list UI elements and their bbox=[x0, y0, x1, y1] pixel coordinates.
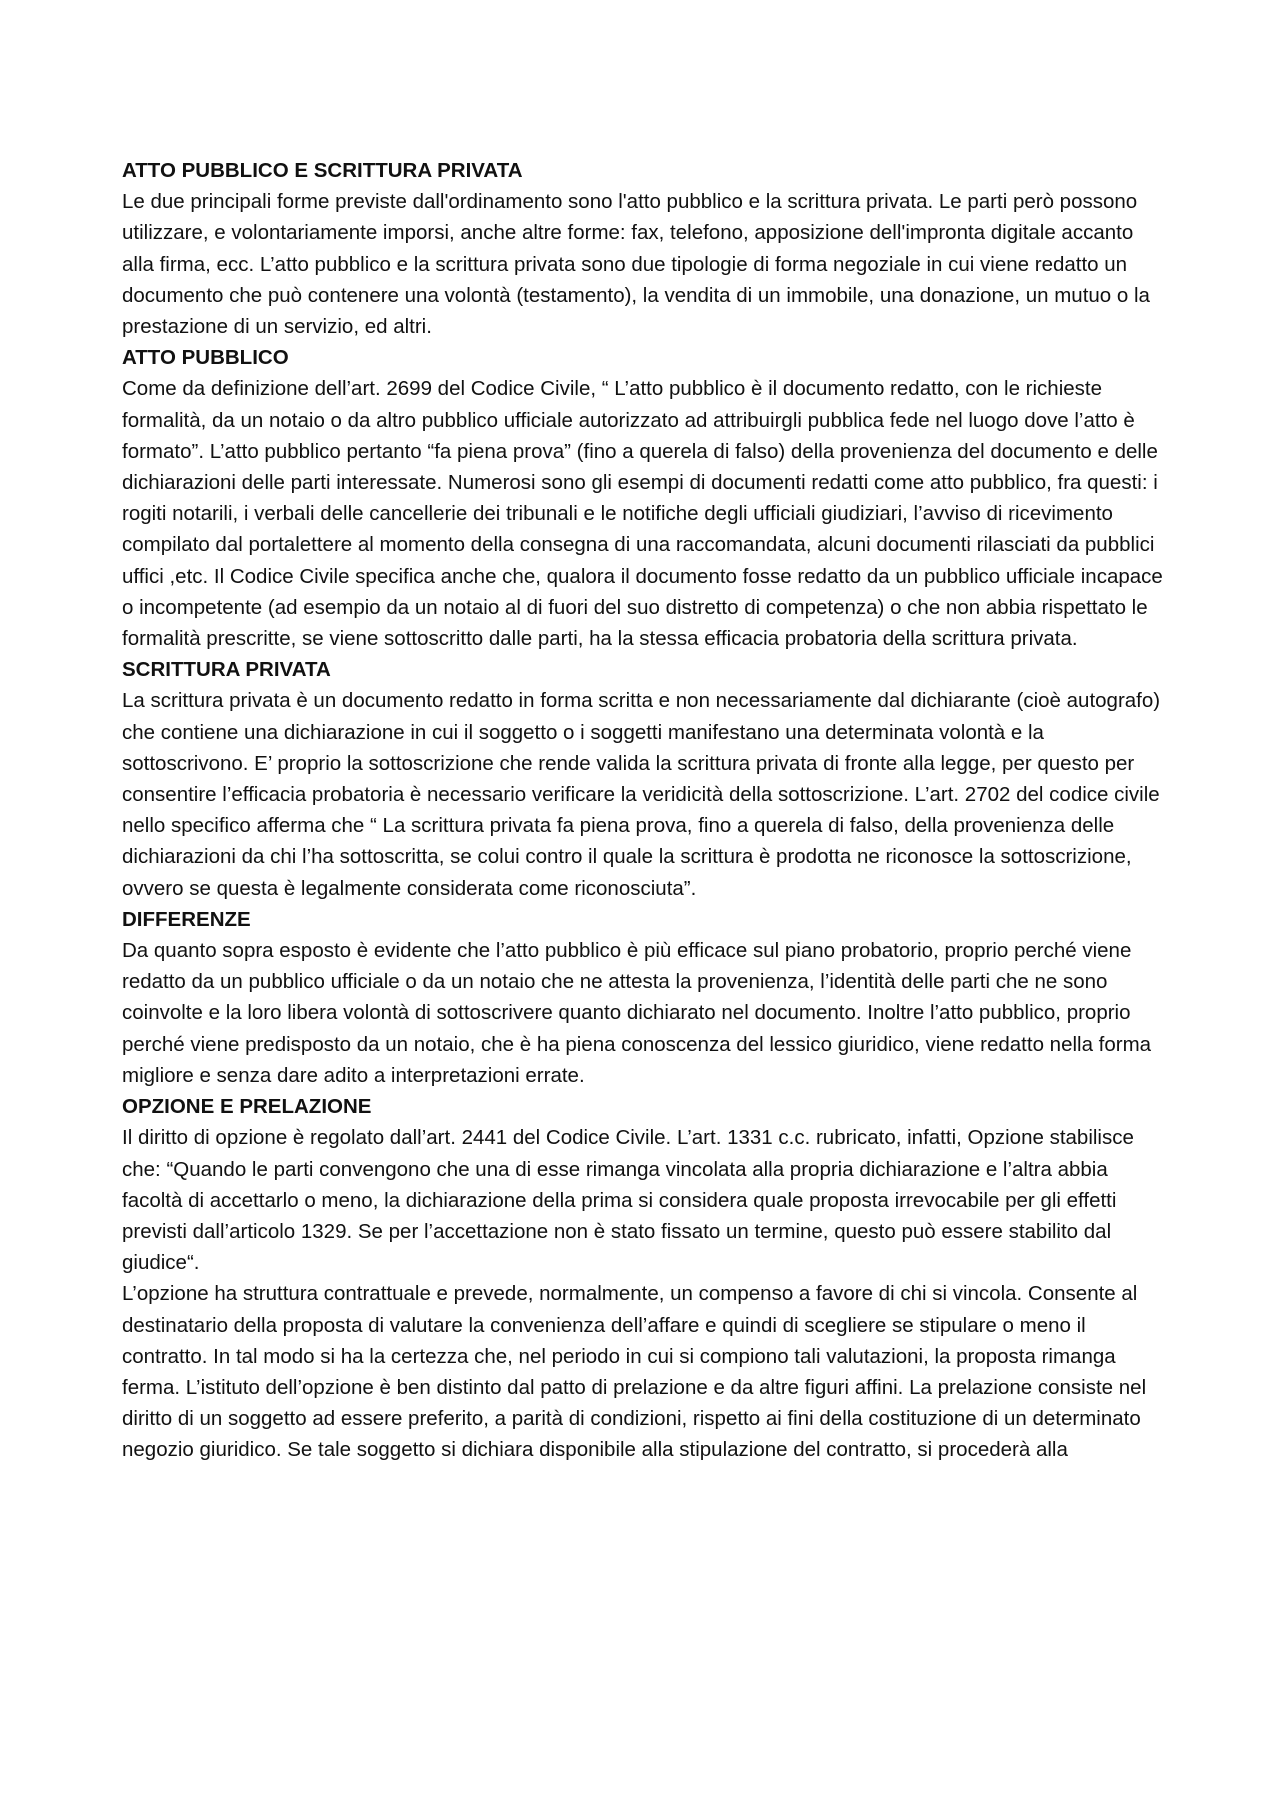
document-title: ATTO PUBBLICO E SCRITTURA PRIVATA bbox=[122, 159, 523, 182]
section-text-opzione-prelazione: Il diritto di opzione è regolato dall’art. 2441 del Codice Civile. L’art. 1331 c.c. rubricato, infatti, Opzione stabilisce che: “Quando le parti convengono che una di esse rimanga vincolata alla propria dichiarazione e l’altra abbia facoltà di accettarlo o meno, la dichiarazione della prima si considera quale proposta irrevocabile per gli effetti previsti dall’articolo 1329. Se per l’accettazione non è stato fissato un termine, questo può essere stabilito dal giudice“. bbox=[122, 1126, 1134, 1275]
section-text-atto-pubblico: Come da definizione dell’art. 2699 del Codice Civile, “ L’atto pubblico è il documento redatto, con le richieste formalità, da un notaio o da altro pubblico ufficiale autorizzato ad attribuirgli pubblica fede nel luogo dove l’atto è formato”. L’atto pubblico pertanto “fa piena prova” (fino a querela di falso) della provenienza del documento e delle dichiarazioni delle parti interessate. Numerosi sono gli esempi di documenti redatti come atto pubblico, fra questi: i rogiti notarili, i verbali delle cancellerie dei tribunali e le notifiche degli ufficiali giudiziari, l’avviso di ricevimento compilato dal portalettere al momento della consegna di una raccomandata, alcuni documenti rilasciati da pubblici uffici ,etc. Il Codice Civile specifica anche che, qualora il documento fosse redatto da un pubblico ufficiale incapace o incompetente (ad esempio da un notaio al di fuori del suo distretto di competenza) o che non abbia rispettato le formalità prescritte, se viene sottoscritto dalle parti, ha la stessa efficacia probatoria della scrittura privata. bbox=[122, 377, 1163, 651]
section-heading-differenze: DIFFERENZE bbox=[122, 907, 251, 931]
section-heading-atto-pubblico: ATTO PUBBLICO bbox=[122, 346, 289, 370]
section-text-differenze: Da quanto sopra esposto è evidente che l’atto pubblico è più efficace sul piano probatorio, proprio perché viene redatto da un pubblico ufficiale o da un notaio che ne attesta la provenienza, l’identità delle parti che ne sono coinvolte e la loro libera volontà di sottoscrivere quanto dichiarato nel documento. Inoltre l’atto pubblico, proprio perché viene predisposto da un notaio, che è ha piena conoscenza del lessico giuridico, viene redatto nella forma migliore e senza dare adito a interpretazioni errate. bbox=[122, 939, 1152, 1087]
section-text-scrittura-privata: La scrittura privata è un documento redatto in forma scritta e non necessariamente dal dichiarante (cioè autografo) che contiene una dichiarazione in cui il soggetto o i soggetti manifestano una determinata volontà e la sottoscrivono. E’ proprio la sottoscrizione che rende valida la scrittura privata di fronte alla legge, per questo per consentire l’efficacia probatoria è necessario verificare la veridicità della sottoscrizione. L’art. 2702 del codice civile nello specifico afferma che “ La scrittura privata fa piena prova, fino a querela di falso, della provenienza delle dichiarazioni da chi l’ha sottoscritta, se colui contro il quale la scrittura è prodotta ne riconosce la sottoscrizione, ovvero se questa è legalmente considerata come riconosciuta”. bbox=[122, 689, 1161, 900]
section-heading-opzione-prelazione: OPZIONE E PRELAZIONE bbox=[122, 1095, 372, 1119]
intro-paragraph: Le due principali forme previste dall'ordinamento sono l'atto pubblico e la scrittura privata. Le parti però possono utilizzare, e volontariamente imporsi, anche altre forme: fax, telefono, apposizione dell'impronta digitale accanto alla firma, ecc. L’atto pubblico e la scrittura privata sono due tipologie di forma negoziale in cui viene redatto un documento che può contenere una volontà (testamento), la vendita di un immobile, una donazione, un mutuo o la prestazione di un servizio, ed altri. bbox=[122, 190, 1150, 339]
section-text-opzione-prelazione-continued: L’opzione ha struttura contrattuale e prevede, normalmente, un compenso a favore di chi si vincola. Consente al destinatario della proposta di valutare la convenienza dell’affare e quindi di scegliere se stipulare o meno il contratto. In tal modo si ha la certezza che, nel periodo in cui si compiono tali valutazioni, la proposta rimanga ferma. L’istituto dell’opzione è ben distinto dal patto di prelazione e da altre figuri affini. La prelazione consiste nel diritto di un soggetto ad essere preferito, a parità di condizioni, rispetto ai fini della costituzione di un determinato negozio giuridico. Se tale soggetto si dichiara disponibile alla stipulazione del contratto, si procederà alla bbox=[122, 1282, 1147, 1462]
document-body bbox=[122, 155, 1167, 1466]
section-heading-scrittura-privata: SCRITTURA PRIVATA bbox=[122, 658, 331, 682]
